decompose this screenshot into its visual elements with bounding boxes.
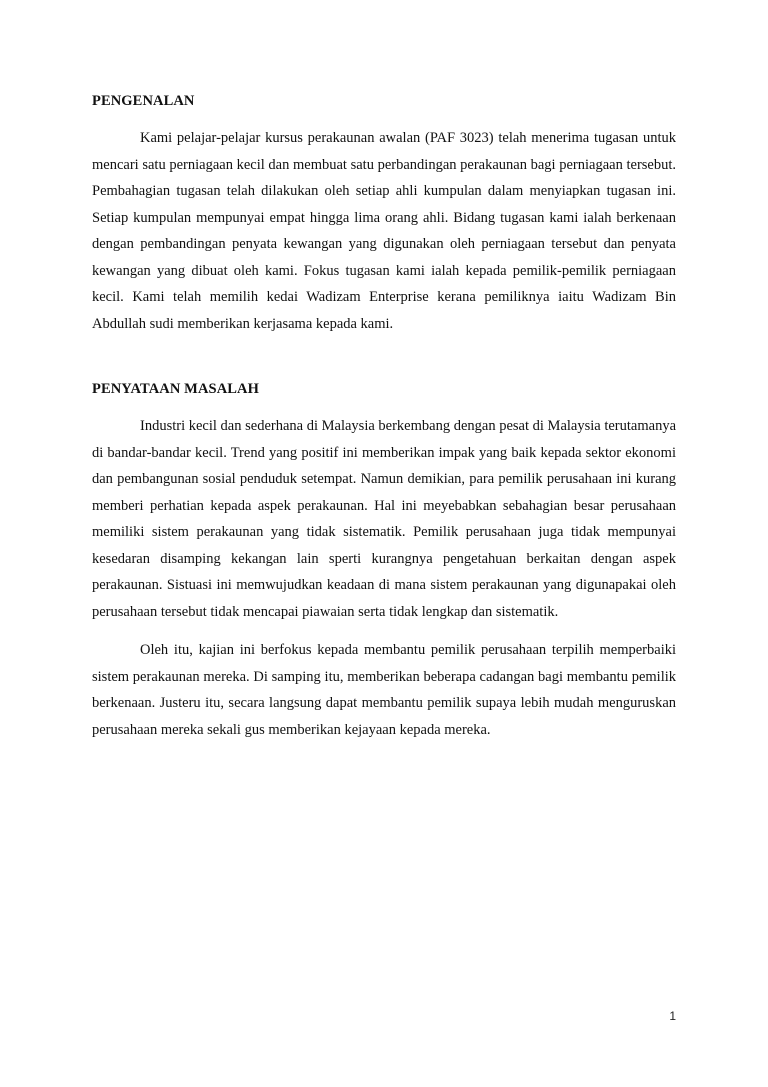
section-heading-penyataan-masalah: PENYATAAN MASALAH bbox=[92, 381, 259, 397]
section-heading-pengenalan: PENGENALAN bbox=[92, 93, 195, 109]
section-spacer bbox=[92, 337, 676, 378]
paragraph-spacer bbox=[92, 625, 676, 637]
page-content bbox=[92, 90, 676, 743]
paragraph-penyataan-masalah-2: Oleh itu, kajian ini berfokus kepada membantu pemilik perusahaan terpilih memperbaiki sistem perakaunan mereka. Di samping itu, memberikan beberapa cadangan bagi membantu pemilik berkenaan. Justeru itu, secara langsung dapat membantu pemilik supaya lebih mudah menguruskan perusahaan mereka sekali gus memberikan kejayaan kepada mereka. bbox=[92, 642, 676, 738]
paragraph-pengenalan: Kami pelajar-pelajar kursus perakaunan awalan (PAF 3023) telah menerima tugasan untuk mencari satu perniagaan kecil dan membuat satu perbandingan perakaunan bagi perniagaan tersebut. Pembahagian tugasan telah dilakukan oleh setiap ahli kumpulan dalam menyiapkan tugasan ini. Setiap kumpulan mempunyai empat hingga lima orang ahli. Bidang tugasan kami ialah berkenaan dengan pembandingan penyata kewangan yang digunakan oleh perniagaan tersebut dan penyata kewangan yang dibuat oleh kami. Fokus tugasan kami ialah kepada pemilik-pemilik perniagaan kecil. Kami telah memilih kedai Wadizam Enterprise kerana pemiliknya iaitu Wadizam Bin Abdullah sudi memberikan kerjasama kepada kami. bbox=[92, 130, 676, 332]
page-number: 1 bbox=[669, 1009, 676, 1023]
paragraph-penyataan-masalah-1: Industri kecil dan sederhana di Malaysia berkembang dengan pesat di Malaysia terutamanya di bandar-bandar kecil. Trend yang positif ini memberikan impak yang baik kepada sektor ekonomi dan pembangunan sosial penduduk setempat. Namun demikian, para pemilik perusahaan ini kurang memberi perhatian kepada aspek perakaunan. Hal ini meyebabkan sebahagian besar perusahaan memiliki sistem perakaunan yang tidak sistematik. Pemilik perusahaan juga tidak mempunyai kesedaran disamping kekangan lain sperti kurangnya pengetahuan berkaitan dengan aspek perakaunan. Sistuasi ini memwujudkan keadaan di mana sistem perakaunan yang digunapakai oleh perusahaan tersebut tidak mencapai piawaian serta tidak lengkap dan sistematik. bbox=[92, 418, 676, 620]
